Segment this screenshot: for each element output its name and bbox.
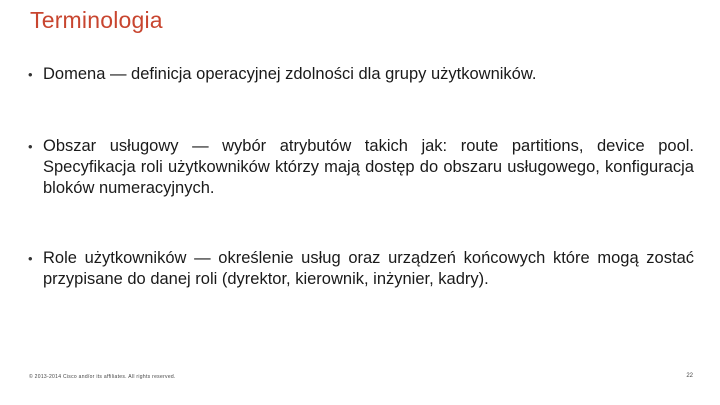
bullet-marker: • bbox=[28, 139, 33, 154]
bullet-text: Role użytkowników — określenie usług oraz urządzeń końcowych które mogą zostać przypisane do danej roli (dyrektor, kierownik, inżynier, kadry). bbox=[43, 249, 694, 288]
bullet-marker: • bbox=[28, 67, 33, 82]
bullet-text: Domena — definicja operacyjnej zdolności dla grupy użytkowników. bbox=[43, 65, 537, 83]
bullet-item-domena bbox=[25, 64, 694, 85]
bullet-item-obszar-uslugowy bbox=[25, 136, 694, 199]
slide-title: Terminologia bbox=[30, 7, 163, 33]
bullet-item-role-uzytkownikow bbox=[25, 248, 694, 290]
bullet-marker: • bbox=[28, 251, 33, 266]
bullet-text: Obszar usługowy — wybór atrybutów takich jak: route partitions, device pool. Specyfikacja roli użytkowników którzy mają dostęp do obszaru usługowego, konfiguracja bloków numeracyjnych. bbox=[43, 137, 694, 197]
copyright-footer: © 2013-2014 Cisco and/or its affiliates. All rights reserved. bbox=[29, 374, 176, 380]
page-number: 22 bbox=[686, 373, 693, 379]
